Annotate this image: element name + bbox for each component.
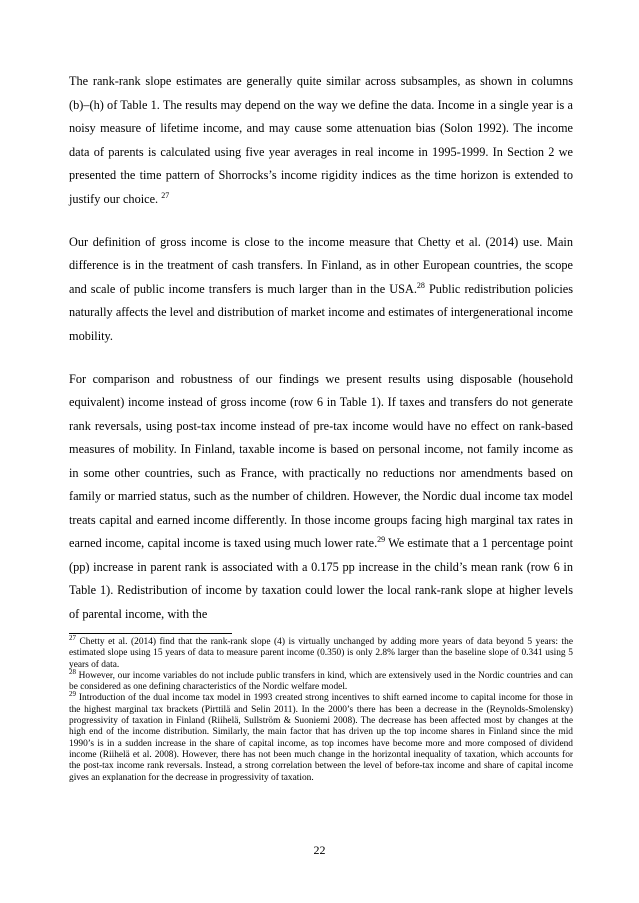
footnote-number: 27 <box>69 633 76 642</box>
footnote-29 <box>69 690 573 783</box>
footnote-number: 28 <box>69 667 76 676</box>
footnote-ref-28[interactable]: 28 <box>416 280 425 290</box>
paragraph-text: Our definition of gross income is close to the income measure that Chetty et al. (2014) use. Main difference is in the treatment of cash transfers. In Finland, as in other European countries, the scope and scale of public income transfers is much larger than in the USA. <box>69 234 573 296</box>
paragraph-2 <box>69 231 573 349</box>
footnote-separator <box>69 633 232 634</box>
footnote-number: 29 <box>69 690 76 699</box>
paragraph-3 <box>69 368 573 627</box>
paragraph-text: Public redistribution policies naturally affects the level and distribution of market income and estimates of intergenerational income mobility. <box>69 281 574 343</box>
paragraph-text: We estimate that a 1 percentage point (pp) increase in parent rank is associated with a 0.175 pp increase in the child’s mean rank (row 6 in Table 1). Redistribution of income by taxation could lower the local rank-rank slope at higher levels of parental income, with the <box>69 536 573 621</box>
footnote-28 <box>69 667 573 694</box>
page-number: 22 <box>313 843 326 857</box>
footnote-text: However, our income variables do not include public transfers in kind, which are extensively used in the Nordic countries and can be considered as one defining characteristics of the Nordic welfare model. <box>69 670 573 693</box>
footnote-27 <box>69 633 573 671</box>
body-text <box>69 70 573 646</box>
paragraph-text: The rank-rank slope estimates are generally quite similar across subsamples, as shown in columns (b)–(h) of Table 1. The results may depend on the way we define the data. Income in a single year is a noisy measure of lifetime income, and may cause some attenuation bias (Solon 1992). The income data of parents is calculated using five year averages in real income in 1995-1999. In Section 2 we presented the time pattern of Shorrocks’s income rigidity indices as the time horizon is extended to justify our choice. <box>69 74 573 206</box>
paragraph-text: For comparison and robustness of our findings we present results using disposable (household equivalent) income instead of gross income (row 6 in Table 1). If taxes and transfers do not generate rank reversals, using post-tax income instead of pre-tax income would have no effect on rank-based measures of mobility. In Finland, taxable income is based on personal income, not family income as in some other countries, such as France, with practically no reductions nor amendments based on family or married status, such as the number of children. However, the Nordic dual income tax model treats capital and earned income differently. In those income groups facing high marginal tax rates in earned income, capital income is taxed using much lower rate. <box>69 371 573 550</box>
footnote-text: Introduction of the dual income tax model in 1993 created strong incentives to shift earned income to capital income for those in the highest marginal tax brackets (Pirttilä and Selin 2011). In the 2000’s there has been a decrease in the (Reynolds-Smolensky) progressivity of taxation in Finland (Riihelä, Sullström & Suoniemi 2008). The decrease has been affected most by changes at the high end of the income distribution. Similarly, the main factor that has driven up the top income shares in Finland since the mid 1990’s is in a sudden increase in the share of capital income, as top incomes have become more and more composed of dividend income (Riihelä et al. 2008). However, there has not been much change in the horizontal inequality of taxation, which accounts for the post-tax income rank reversals. Instead, a strong correlation between the level of before-tax income and share of capital income gives an explanation for the decrease in progressivity of taxation. <box>69 693 573 783</box>
footnotes-section <box>69 633 573 784</box>
paragraph-1 <box>69 70 573 211</box>
footnote-ref-27[interactable]: 27 <box>161 190 170 200</box>
footnote-ref-29[interactable]: 29 <box>377 534 386 544</box>
footnote-text: Chetty et al. (2014) find that the rank-rank slope (4) is virtually unchanged by adding more years of data beyond 5 years: the estimated slope using 15 years of data to measure parent income (0.350) is only 2.8% larger than the baseline slope of 0.341 using 5 years of data. <box>69 637 573 670</box>
